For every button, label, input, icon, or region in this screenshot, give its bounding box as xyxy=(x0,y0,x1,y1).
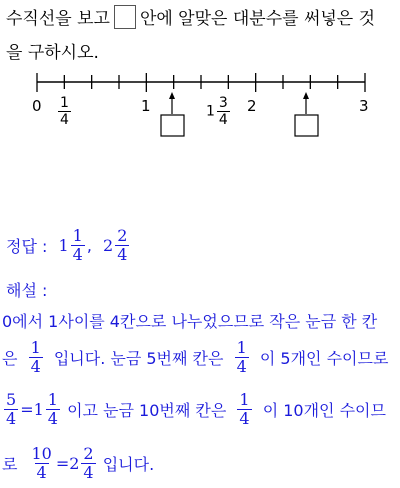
label-one-quarter: $\frac{1}{4}$ xyxy=(60,95,69,128)
answer-box-1 xyxy=(161,115,184,136)
label-two: 2 xyxy=(247,97,257,115)
question-text-before-box: 수직선을 보고 xyxy=(6,9,110,29)
question-text-after-box: 안에 알맞은 대분수를 써넣은 것 xyxy=(139,9,376,29)
arrow-icon xyxy=(169,92,175,114)
label-three: 3 xyxy=(359,97,369,115)
answer-box-2 xyxy=(295,115,318,136)
blank-box-icon xyxy=(114,5,136,29)
explanation-label: 해설 : xyxy=(6,281,48,300)
arrow-icon xyxy=(303,92,309,114)
question-line-1 xyxy=(6,4,375,29)
question-line-2: 을 구하시오. xyxy=(6,43,99,63)
label-zero: 0 xyxy=(32,97,42,115)
answer-label: 정답 : xyxy=(6,237,48,256)
label-one: 1 xyxy=(141,97,151,115)
label-one-three-quarters: 1 $\frac{3}{4}$ xyxy=(206,95,228,128)
answer-fraction-1: $\frac{1}{4}$ xyxy=(72,226,83,264)
answer-line: 정답 : 1 $\frac{1}{4}$ , 2 $\frac{2}{4}$ xyxy=(6,226,128,264)
explanation-line-3: $\frac{5}{4}$ =1 $\frac{1}{4}$ 이고 눈금 10번째 칸은 $\frac{1}{4}$ 이 10개인 수이므 xyxy=(6,390,386,428)
explanation-line-1: 0에서 1사이를 4칸으로 나누었으므로 작은 눈금 한 칸 xyxy=(2,312,378,331)
explanation-line-2: 은 $\frac{1}{4}$ 입니다. 눈금 5번째 칸은 $\frac{1}{4}$ 이 5개인 수이므로 xyxy=(2,338,389,376)
explanation-line-4: 로 $\frac{10}{4}$ =2 $\frac{2}{4}$ 입니다. xyxy=(2,444,155,482)
answer-fraction-2: $\frac{2}{4}$ xyxy=(117,226,128,264)
